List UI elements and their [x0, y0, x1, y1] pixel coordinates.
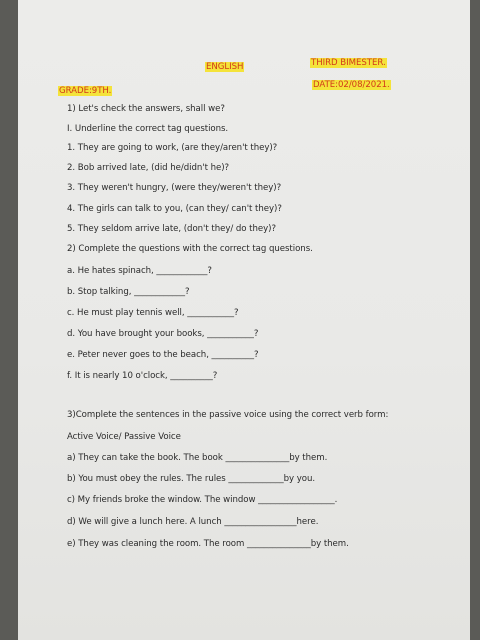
section3-item: b) You must obey the rules. The rules _____________by you.: [67, 474, 316, 484]
section2-item: d. You have brought your books, ___________?: [67, 329, 259, 339]
section1-item: 1. They are going to work, (are they/aren't they)?: [67, 143, 278, 153]
section2-title: 2) Complete the questions with the correct tag questions.: [67, 244, 313, 254]
section1-title: 1) Let's check the answers, shall we?: [67, 104, 225, 114]
section3-item: e) They was cleaning the room. The room _______________by them.: [67, 539, 349, 549]
section2-item: a. He hates spinach, ____________?: [67, 266, 212, 276]
section1-item: 5. They seldom arrive late, (don't they/ do they)?: [67, 224, 276, 234]
section3-item: c) My friends broke the window. The window __________________.: [67, 495, 338, 505]
worksheet-page: [18, 0, 470, 640]
section2-item: f. It is nearly 10 o'clock, __________?: [67, 371, 218, 381]
date-label: DATE:02/08/2021.: [313, 80, 390, 90]
grade-label: GRADE:9TH.: [59, 86, 112, 96]
section3-item: a) They can take the book. The book _______________by them.: [67, 453, 328, 463]
subject-label: ENGLISH: [206, 62, 244, 72]
section2-item: b. Stop talking, ____________?: [67, 287, 190, 297]
section2-item: c. He must play tennis well, ___________?: [67, 308, 239, 318]
section3-subtitle: Active Voice/ Passive Voice: [67, 432, 181, 442]
section1-item: 2. Bob arrived late, (did he/didn't he)?: [67, 163, 230, 173]
section1-subtitle: I. Underline the correct tag questions.: [67, 124, 229, 134]
section3-title: 3)Complete the sentences in the passive voice using the correct verb form:: [67, 410, 389, 420]
term-label: THIRD BIMESTER.: [311, 58, 386, 68]
section1-item: 4. The girls can talk to you, (can they/ can't they)?: [67, 204, 282, 214]
section1-item: 3. They weren't hungry, (were they/weren't they)?: [67, 183, 282, 193]
section3-item: d) We will give a lunch here. A lunch _________________here.: [67, 517, 319, 527]
section2-item: e. Peter never goes to the beach, __________?: [67, 350, 259, 360]
